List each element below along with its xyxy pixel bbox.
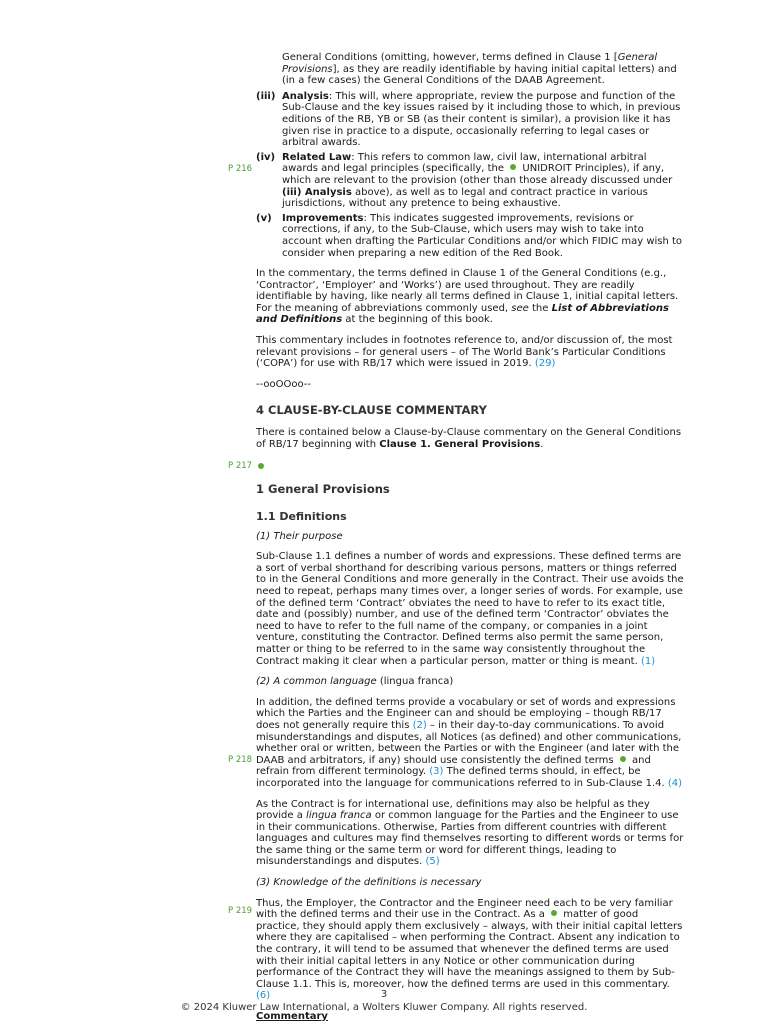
list-item-iii [256, 91, 684, 149]
list-title: Analysis [282, 90, 329, 102]
section-heading: 4 CLAUSE-BY-CLAUSE COMMENTARY [256, 403, 487, 418]
list-text: UNIDROIT Principles), if any, which are relevant to the provision (other than those already discussed under [282, 163, 673, 186]
paragraph-knowledge [228, 897, 684, 1002]
see-italic: see [511, 302, 529, 314]
footnote-link[interactable]: (2) [412, 719, 427, 731]
list-item-v [256, 213, 684, 259]
list-text: above), as well as to legal and contract practice in various jurisdictions, without any pretence to being exhaustive. [282, 186, 648, 210]
paragraph-text: Thus, the Employer, the Contractor and the Engineer need each to be very familiar with the defined terms and their use in the Contract. As a [256, 897, 673, 921]
list-text: : This will, where appropriate, review the purpose and function of the Sub-Clause and the key issues raised by it including those to which, in previous editions of the RB, YB or SB (as their content is similar), a provision like it has given rise in practice to a dispute, occasionally referring to legal cases or arbitral awards. [282, 90, 681, 149]
paragraph-text: There is contained below a Clause-by-Clause commentary on the General Conditions of RB/17 beginning with [256, 427, 682, 451]
page-number: 3 [380, 989, 388, 1000]
page-break-dot-icon[interactable] [510, 164, 516, 170]
paragraph-text: matter of good practice, they should apply them exclusively – always, with their initial capital letters where they are capitalised – when performing the Contract. Absent any indication to the contrary, it will tend to be assumed that whenever the defined terms are used with their initial capital letters in any Notice or other communication during performance of the Contract they will have the meanings assigned to them by Sub-Clause 1.1. This is, moreover, how the defined terms are used in this commentary. [256, 909, 683, 990]
page-break-dot-icon[interactable] [551, 910, 557, 916]
paragraph-text: . [540, 439, 544, 451]
subclause-heading: 1.1 Definitions [256, 509, 347, 523]
intro-continuation [256, 52, 684, 87]
paragraph-text: In addition, the defined terms provide a vocabulary or set of words and expressions which the Parties and the Engineer can and should be employing – though RB/17 does not generally require this [256, 696, 676, 731]
page-marker-row [228, 460, 684, 473]
paragraph-text: Sub-Clause 1.1 defines a number of words and expressions. These defined terms are a sort of verbal shorthand for describing various persons, matters or things referred to in the General Conditions and more generally in the Contract. Their use avoids the need to repeat, perhaps many times over, a longer series of words. For example, use of the defined term ‘Contract’ obviates the need to have to refer to its exact title, date and (possibly) number, and use of the defined term ‘Contractor’ obviates the need to have to refer to the full name of the company, or companies in a joint venture, constituting the Contractor. Defined terms also permit the same person, matter or thing to be referred to in the same way consistently throughout the Contract making it clear when a particular person, matter or thing is meant. [256, 551, 684, 667]
intro-text: General Conditions (omitting, however, terms defined in Clause 1 [ [282, 52, 618, 63]
copyright-notice: © 2024 Kluwer Law International, a Wolters Kluwer Company. All rights reserved. [180, 1002, 588, 1013]
list-item-iv [228, 151, 684, 210]
footnote-link[interactable]: (29) [534, 358, 556, 370]
page-break-dot-icon[interactable] [620, 756, 626, 762]
paragraph-text: In the commentary, the terms defined in Clause 1 of the General Conditions (e.g., ‘Contractor’, ‘Employer’ and ‘Works’) are used throughout. They are readily identifiable by having, like nearly all terms defined in Clause 1, initial capital letters. For the meaning of abbreviations commonly used, [256, 268, 679, 314]
paragraph-text: As the Contract is for international use, definitions may also be helpful as they provide a [256, 798, 650, 822]
paragraph-footnotes [256, 335, 684, 370]
paragraph-terms [256, 268, 684, 326]
paragraph-bold: Clause 1. General Provisions [379, 439, 541, 451]
label-italic: (2) A common language [256, 676, 377, 688]
section-intro [256, 427, 684, 450]
footnote-link[interactable]: (5) [425, 856, 440, 868]
list-text: : This indicates suggested improvements, revisions or corrections, if any, to the Sub-Clause, which users may wish to take into account when drafting the Particular Conditions and/or which FIDIC may wish to consider when preparing a new edition of the Red Book. [282, 212, 683, 259]
list-number: (iii) [256, 90, 276, 102]
abbreviations-link-text: List of Abbreviations and Definitions [256, 302, 669, 326]
separator: --ooOOoo-- [256, 378, 312, 390]
label-text: (lingua franca) [376, 676, 454, 688]
paragraph-text: The defined terms should, in effect, be incorporated into the language for communications referred to in Sub-Clause 1.4. [256, 766, 668, 789]
list-number: (v) [256, 212, 272, 224]
paragraph-italic: lingua franca [306, 810, 372, 822]
paragraph-purpose [256, 551, 684, 667]
paragraph-text: This commentary includes in footnotes reference to, and/or discussion of, the most relevant provisions – for general users – of The World Bank’s Particular Conditions (‘COPA’) for use with RB/17 which were issued in 2019. [256, 335, 673, 370]
footnote-link[interactable]: (1) [640, 655, 656, 667]
paragraph-text: at the beginning of this book. [342, 314, 493, 326]
content-column [228, 52, 684, 1032]
commentary-heading: Commentary [256, 1011, 328, 1022]
page-marker: P 218 [228, 754, 253, 765]
page-marker: P 219 [228, 905, 253, 916]
knowledge-label: (3) Knowledge of the definitions is necessary [256, 877, 482, 889]
list-title: Related Law [282, 151, 352, 163]
clause-heading: 1 General Provisions [256, 481, 390, 496]
footnote-link[interactable]: (3) [429, 766, 444, 778]
paragraph-common-language [228, 696, 684, 790]
paragraph-text: – in their day-to-day communications. To avoid misunderstandings and disputes, all Notices (as defined) and other communications, whether oral or written, between the Parties or with the Engineer (and later with the DAAB and arbitrators, if any) should use consistently the defined terms [256, 719, 682, 766]
paragraph-text: the [528, 302, 552, 314]
footnote-link[interactable]: (6) [256, 990, 271, 1002]
paragraph-text: and refrain from different terminology. [256, 754, 651, 778]
list-title: Improvements [282, 212, 364, 224]
common-language-label [256, 676, 684, 688]
intro-text-rest: ], as they are readily identifiable by having initial capital letters) and (in a few cases) the General Conditions of the DAAB Agreement. [282, 63, 677, 87]
paragraph-text: or common language for the Parties and the Engineer to use in their communications. Otherwise, Parties from different countries with different languages and cultures may find themselves resorting to different words or terms for the same thing or the same term or word for different things, leading to misunderstandings and disputes. [256, 810, 684, 868]
footnote-link[interactable]: (4) [667, 777, 683, 789]
list-text: : This refers to common law, civil law, international arbitral awards and legal principles (specifically, the [282, 151, 647, 175]
intro-italic: General Provisions [282, 52, 658, 75]
page-break-dot-icon[interactable] [258, 463, 264, 469]
list-number: (iv) [256, 151, 276, 163]
purpose-label: (1) Their purpose [256, 530, 343, 542]
page-marker: P 217 [228, 460, 253, 471]
paragraph-international [256, 799, 684, 869]
page-marker: P 216 [228, 163, 253, 174]
list-text-bold: (iii) Analysis [282, 186, 352, 198]
